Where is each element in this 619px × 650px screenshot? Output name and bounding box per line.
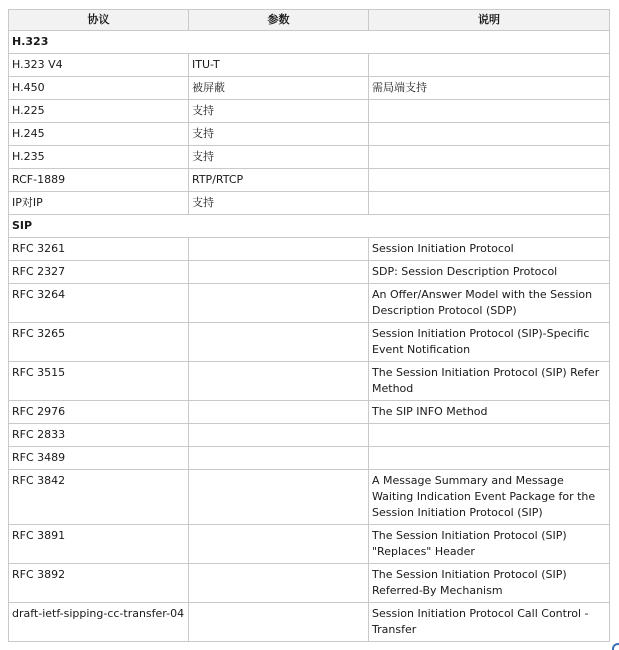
table-row [9,401,610,424]
parameter-cell [189,238,369,261]
description-cell: Session Initiation Protocol [369,238,610,261]
description-cell [369,146,610,169]
description-cell: The Session Initiation Protocol (SIP) Referred-By Mechanism [369,564,610,603]
parameter-cell: 支持 [189,192,369,215]
parameter-cell: 被屏蔽 [189,77,369,100]
table-row [9,100,610,123]
parameter-cell [189,603,369,642]
table-row [9,323,610,362]
parameter-cell: ITU-T [189,54,369,77]
header-protocol: 协议 [9,10,189,31]
table-row [9,470,610,525]
description-cell [369,100,610,123]
description-cell: SDP: Session Description Protocol [369,261,610,284]
parameter-cell [189,525,369,564]
header-description: 说明 [369,10,610,31]
parameter-cell [189,284,369,323]
protocol-table [8,9,610,642]
table-row [9,362,610,401]
protocol-cell: RCF-1889 [9,169,189,192]
parameter-cell [189,323,369,362]
parameter-cell [189,401,369,424]
description-cell [369,54,610,77]
description-cell: 需局端支持 [369,77,610,100]
table-row [9,447,610,470]
protocol-cell: RFC 3261 [9,238,189,261]
table-row [9,424,610,447]
description-cell [369,169,610,192]
description-cell: A Message Summary and Message Waiting Indication Event Package for the Session Initiation Protocol (SIP) [369,470,610,525]
description-cell [369,424,610,447]
protocol-cell: RFC 3489 [9,447,189,470]
protocol-cell: RFC 2976 [9,401,189,424]
protocol-cell: draft-ietf-sipping-cc-transfer-04 [9,603,189,642]
protocol-cell: H.235 [9,146,189,169]
parameter-cell [189,424,369,447]
table-row [9,146,610,169]
parameter-cell [189,447,369,470]
protocol-cell: RFC 3842 [9,470,189,525]
section-row-sip [9,215,610,238]
table-row [9,123,610,146]
parameter-cell [189,564,369,603]
protocol-cell: IP对IP [9,192,189,215]
table-row [9,261,610,284]
protocol-cell: H.225 [9,100,189,123]
description-cell [369,447,610,470]
protocol-cell: H.323 V4 [9,54,189,77]
table-row [9,564,610,603]
protocol-cell: RFC 3892 [9,564,189,603]
parameter-cell: 支持 [189,123,369,146]
description-cell: Session Initiation Protocol Call Control - Transfer [369,603,610,642]
description-cell: The SIP INFO Method [369,401,610,424]
protocol-cell: RFC 2327 [9,261,189,284]
parameter-cell: 支持 [189,100,369,123]
protocol-cell: RFC 3891 [9,525,189,564]
section-row-h323 [9,31,610,54]
description-cell: The Session Initiation Protocol (SIP) "Replaces" Header [369,525,610,564]
table-row [9,525,610,564]
protocol-cell: RFC 3515 [9,362,189,401]
table-row [9,238,610,261]
parameter-cell: RTP/RTCP [189,169,369,192]
table-row [9,192,610,215]
description-cell: An Offer/Answer Model with the Session Description Protocol (SDP) [369,284,610,323]
description-cell: The Session Initiation Protocol (SIP) Refer Method [369,362,610,401]
table-row [9,603,610,642]
protocol-cell: RFC 3264 [9,284,189,323]
description-cell [369,123,610,146]
protocol-cell: H.245 [9,123,189,146]
protocol-cell: RFC 3265 [9,323,189,362]
table-row [9,169,610,192]
corner-resize-icon [612,643,619,650]
protocol-cell: H.450 [9,77,189,100]
header-parameter: 参数 [189,10,369,31]
table-row [9,54,610,77]
parameter-cell [189,470,369,525]
header-row [9,10,610,31]
protocol-cell: RFC 2833 [9,424,189,447]
table-row [9,284,610,323]
parameter-cell: 支持 [189,146,369,169]
section-title: H.323 [9,31,610,54]
description-cell: Session Initiation Protocol (SIP)-Specific Event Notification [369,323,610,362]
section-title: SIP [9,215,610,238]
parameter-cell [189,362,369,401]
parameter-cell [189,261,369,284]
description-cell [369,192,610,215]
table-row [9,77,610,100]
